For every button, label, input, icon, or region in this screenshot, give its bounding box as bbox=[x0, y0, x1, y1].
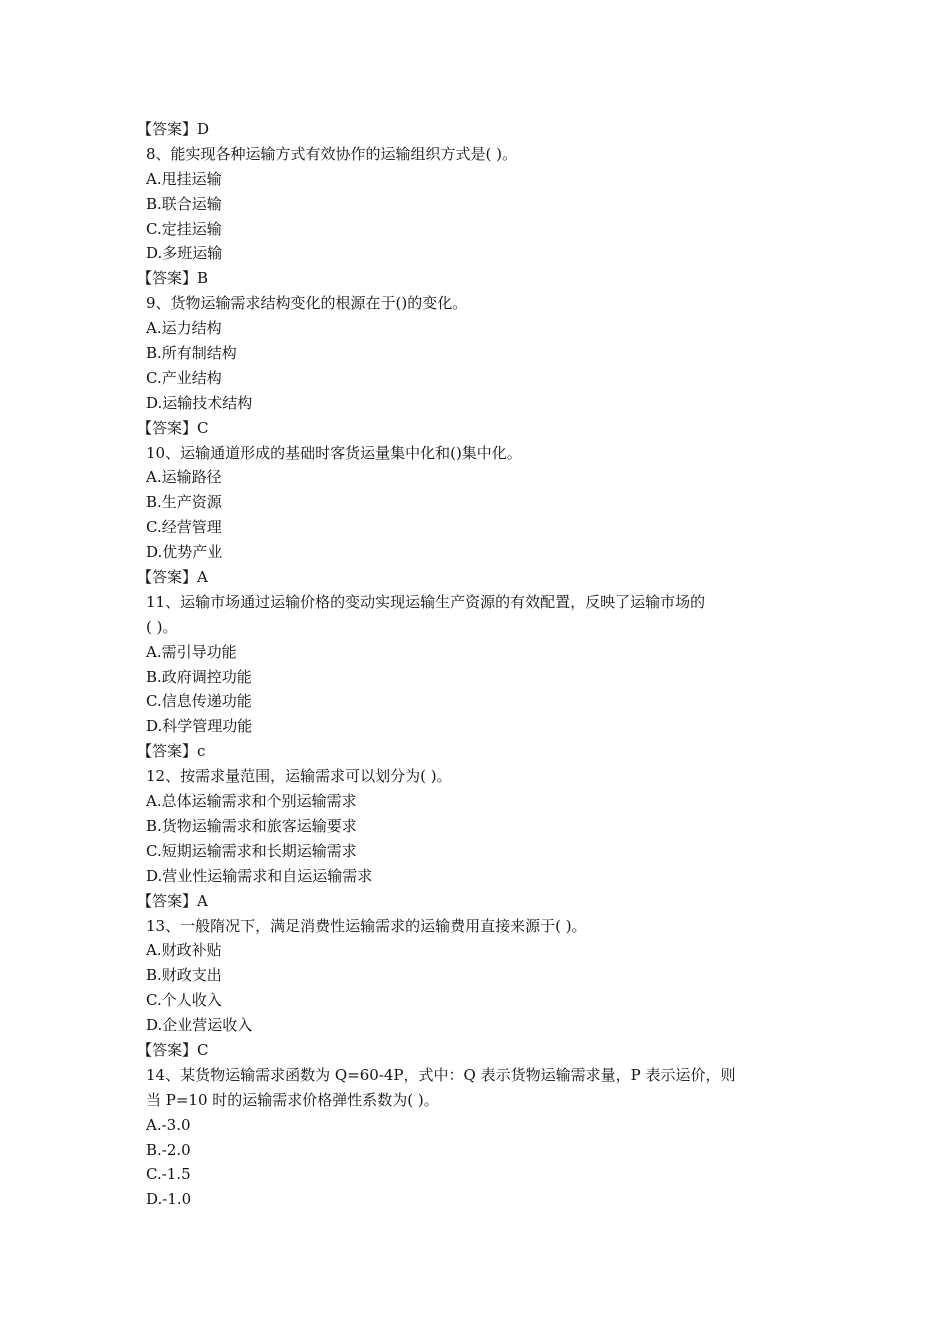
option-line: A.总体运输需求和个别运输需求 bbox=[146, 792, 357, 811]
option-line: B.所有制结构 bbox=[146, 344, 237, 363]
option-line: C.定挂运输 bbox=[146, 219, 222, 238]
option-line: B.联合运输 bbox=[146, 194, 222, 213]
question-line: 14、某货物运输需求函数为 Q=60-4P，式中：Q 表示货物运输需求量，P 表示运价，则 bbox=[146, 1065, 736, 1084]
option-line: C.-1.5 bbox=[146, 1165, 191, 1184]
option-line: B.货物运输需求和旅客运输要求 bbox=[146, 816, 357, 835]
answer-line: 【答案】D bbox=[137, 120, 210, 138]
question-line: 当 P=10 时的运输需求价格弹性系数为( )。 bbox=[146, 1090, 439, 1109]
question-line: 8、能实现各种运输方式有效协作的运输组织方式是( )。 bbox=[146, 144, 518, 163]
question-line: 11、运输市场通过运输价格的变动实现运输生产资源的有效配置，反映了运输市场的 bbox=[146, 592, 706, 611]
option-line: D.营业性运输需求和自运运输需求 bbox=[146, 866, 373, 885]
answer-line: 【答案】A bbox=[137, 568, 208, 587]
option-line: D.多班运输 bbox=[146, 244, 223, 263]
answer-line: 【答案】c bbox=[137, 742, 206, 761]
option-line: C.信息传递功能 bbox=[146, 692, 252, 711]
option-line: C.短期运输需求和长期运输需求 bbox=[146, 841, 357, 860]
question-line: 9、货物运输需求结构变化的根源在于()的变化。 bbox=[146, 294, 468, 313]
option-line: A.-3.0 bbox=[146, 1115, 191, 1134]
document-body bbox=[137, 117, 796, 1212]
question-line: ( )。 bbox=[146, 617, 178, 636]
option-line: A.运力结构 bbox=[146, 319, 222, 338]
option-line: D.优势产业 bbox=[146, 543, 223, 562]
option-line: D.科学管理功能 bbox=[146, 717, 253, 736]
question-line: 13、一般隋况下，满足消费性运输需求的运输费用直接来源于( )。 bbox=[146, 916, 587, 935]
answer-line: 【答案】B bbox=[137, 269, 209, 288]
option-line: A.运输路径 bbox=[146, 468, 222, 487]
answer-line: 【答案】A bbox=[137, 891, 208, 910]
option-line: D.企业营运收入 bbox=[146, 1016, 253, 1035]
option-line: B.-2.0 bbox=[146, 1140, 191, 1159]
option-line: C.产业结构 bbox=[146, 368, 222, 387]
answer-line: 【答案】C bbox=[137, 1040, 209, 1059]
option-line: C.经营管理 bbox=[146, 518, 222, 537]
option-line: B.生产资源 bbox=[146, 493, 222, 512]
option-line: B.财政支出 bbox=[146, 966, 222, 985]
option-line: A.甩挂运输 bbox=[146, 169, 222, 188]
question-line: 12、按需求量范围，运输需求可以划分为( )。 bbox=[146, 767, 452, 786]
option-line: C.个人收入 bbox=[146, 991, 222, 1010]
option-line: B.政府调控功能 bbox=[146, 667, 252, 686]
option-line: D.运输技术结构 bbox=[146, 393, 253, 412]
option-line: D.-1.0 bbox=[146, 1190, 192, 1209]
option-line: A.需引导功能 bbox=[146, 642, 237, 661]
question-line: 10、运输通道形成的基础时客货运量集中化和()集中化。 bbox=[146, 443, 522, 462]
answer-line: 【答案】C bbox=[137, 418, 209, 437]
option-line: A.财政补贴 bbox=[146, 941, 222, 960]
